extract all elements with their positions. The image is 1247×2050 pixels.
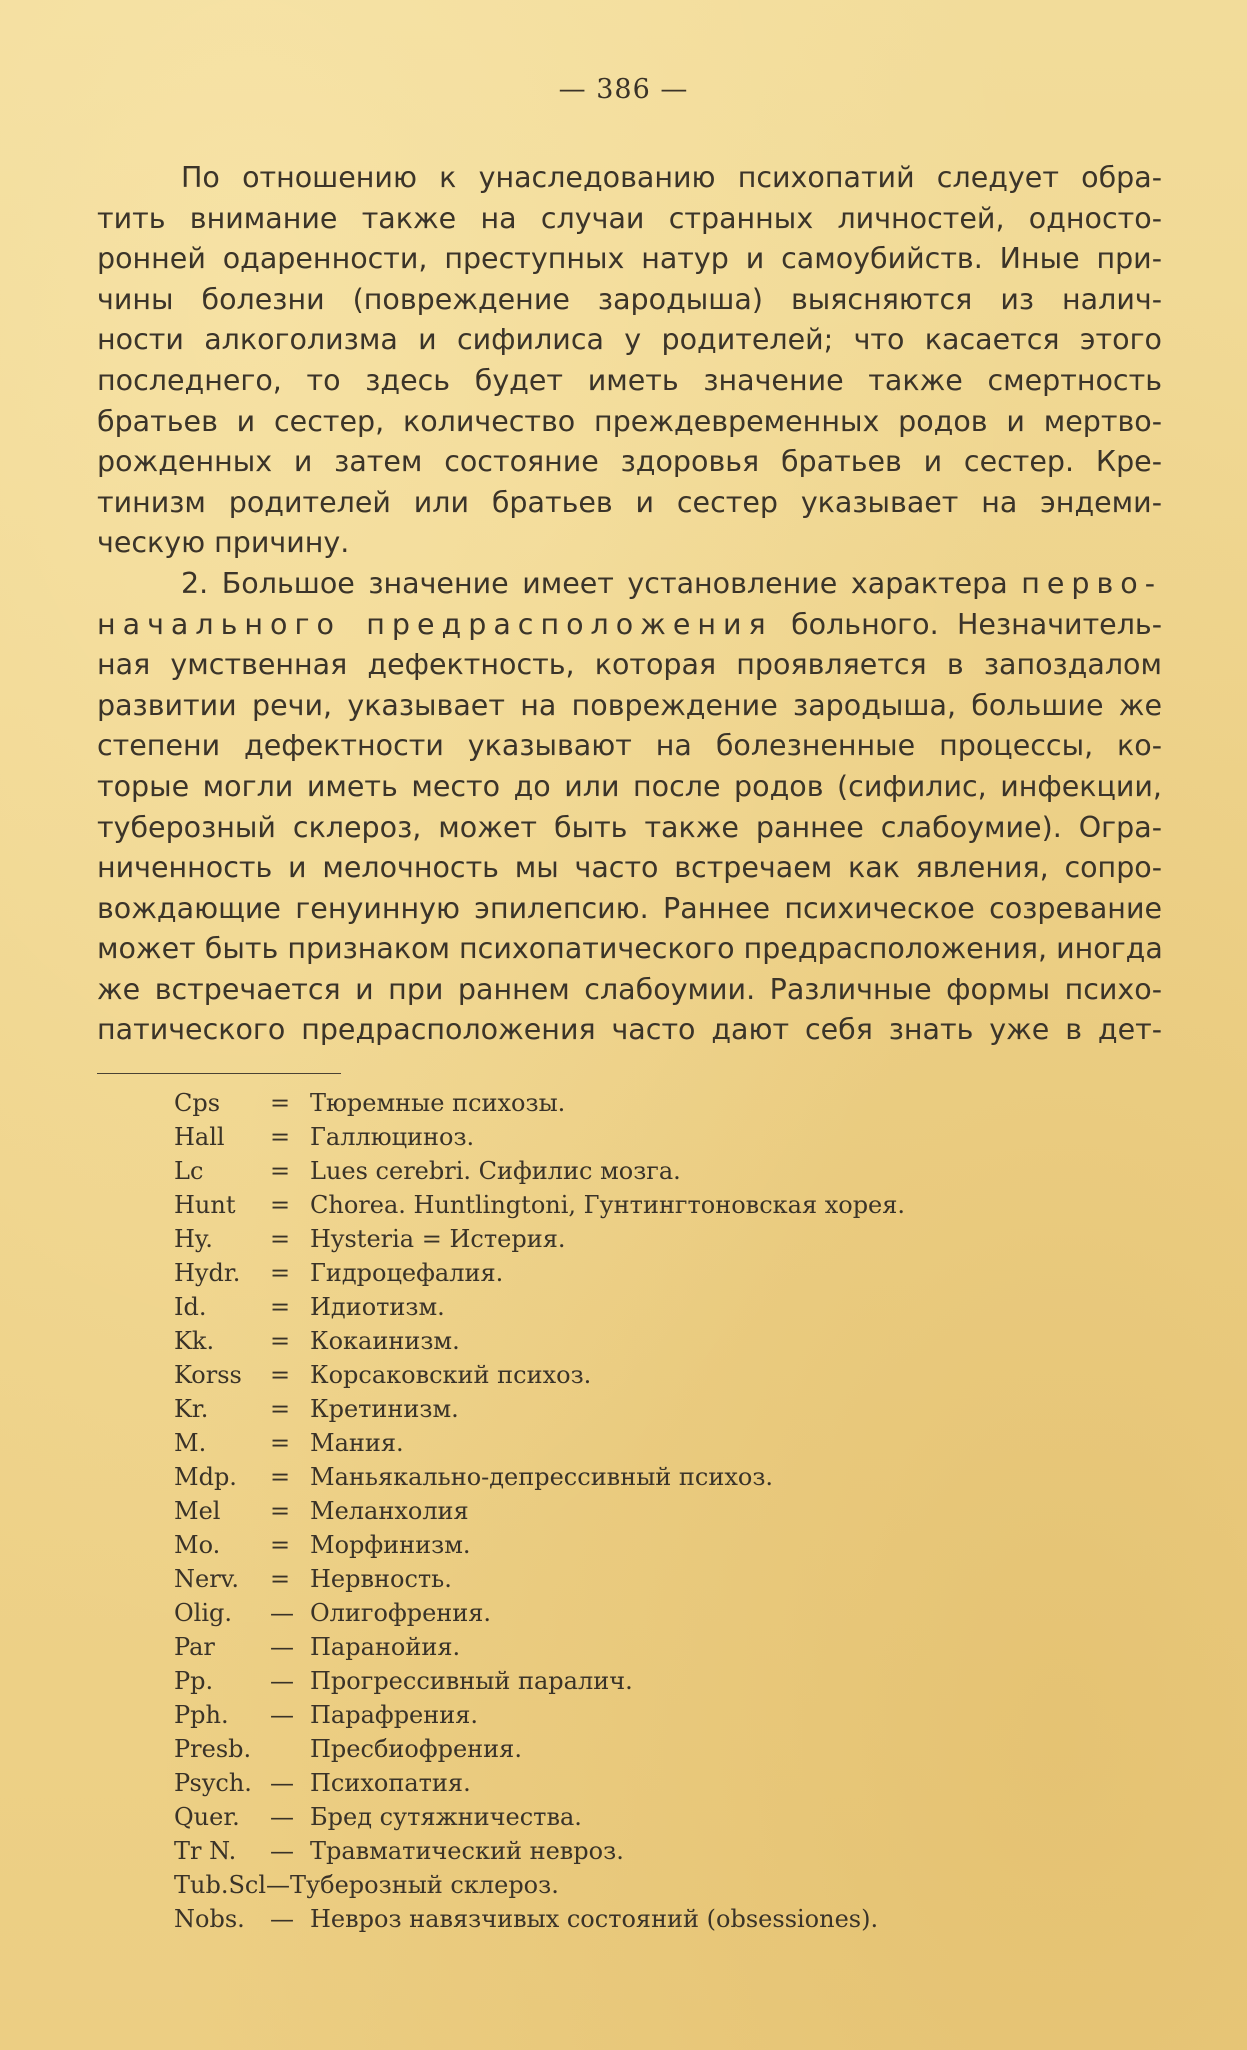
text-line: же встречается и при раннем слабоумии. Различные формы психо- [97,972,1162,1006]
abbreviation-meaning: Туберозный склероз. [290,1871,559,1899]
abbreviation-meaning: Кретинизм. [310,1395,459,1423]
abbreviation-row [174,1766,1074,1800]
abbreviation-separator: = [270,1565,291,1593]
abbreviation-key: Psych. [174,1769,252,1797]
text-line: братьев и сестер, количество преждевременных родов и мертво- [97,404,1162,438]
abbreviation-row [174,1596,1074,1630]
abbreviation-key: Nerv. [174,1565,240,1593]
abbreviation-key: Mel [174,1497,221,1525]
text-segment: больного. Незначитель- [791,607,1163,641]
abbreviation-meaning: Морфинизм. [310,1531,471,1559]
abbreviation-meaning: Гидроцефалия. [310,1259,504,1287]
abbreviation-separator: = [270,1497,291,1525]
text-segment: 2. Большое значение имеет установление характера [181,566,1008,600]
abbreviation-meaning: Прогрессивный паралич. [310,1667,633,1695]
abbreviation-meaning: Галлюциноз. [310,1123,475,1151]
text-line: торые могли иметь место до или после родов (сифилис, инфекции, [97,769,1162,803]
text-line: вождающие генуинную эпилепсию. Раннее психическое созревание [97,891,1162,925]
abbreviation-meaning: Бред сутяжничества. [310,1803,582,1831]
text-line: ческую причину. [97,526,350,560]
abbreviation-separator: = [270,1259,291,1287]
abbreviation-separator: — [270,1905,294,1933]
text-line: ная умственная дефектность, которая проявляется в запоздалом [97,648,1162,682]
abbreviation-separator: = [270,1191,291,1219]
abbreviation-key: Hall [174,1123,225,1151]
abbreviation-key: Pp. [174,1667,214,1695]
text-line: ронней одаренности, преступных натур и самоубийств. Иные при- [97,242,1162,276]
abbreviation-separator: — [270,1837,294,1865]
abbreviation-separator: = [270,1429,291,1457]
abbreviation-row [174,1732,1074,1766]
abbreviation-meaning: Корсаковский психоз. [310,1361,592,1389]
abbreviation-separator: — [270,1769,294,1797]
abbreviation-key: Hydr. [174,1259,241,1287]
emphasized-term: начального предрасположения [97,607,773,641]
abbreviation-row [174,1902,1074,1936]
text-line: чины болезни (повреждение зародыша) выясняются из налич- [97,282,1162,316]
abbreviation-key: Quer. [174,1803,240,1831]
abbreviation-key: Olig. [174,1599,233,1627]
abbreviation-row [174,1562,1074,1596]
abbreviation-separator: = [270,1157,291,1185]
abbreviation-row [174,1392,1074,1426]
text-line: патического предрасположения часто дают себя знать уже в дет- [97,1013,1162,1047]
abbreviation-row [174,1460,1074,1494]
abbreviation-row [174,1528,1074,1562]
abbreviation-meaning: Идиотизм. [310,1293,445,1321]
abbreviation-row [174,1358,1074,1392]
abbreviation-meaning: Hysteria = Истерия. [310,1225,566,1253]
abbreviation-meaning: Олигофрения. [310,1599,492,1627]
abbreviation-row [174,1120,1074,1154]
abbreviation-key: M. [174,1429,207,1457]
text-line [97,605,1162,646]
abbreviation-key: Mo. [174,1531,221,1559]
abbreviation-key: Kr. [174,1395,209,1423]
text-line: степени дефектности указывают на болезненные процессы, ко- [97,729,1162,763]
abbreviation-key: Nobs. [174,1905,245,1933]
abbreviation-separator: = [270,1361,291,1389]
abbreviation-row [174,1698,1074,1732]
text-line: рожденных и затем состояние здоровья братьев и сестер. Кре- [97,445,1162,479]
abbreviation-separator: = [270,1531,291,1559]
abbreviation-key: Id. [174,1293,207,1321]
abbreviation-row [174,1630,1074,1664]
abbreviation-meaning: Chorea. Huntlingtoni, Гунтингтоновская хорея. [310,1191,906,1219]
main-text [97,158,1162,1051]
abbreviation-meaning: Кокаинизм. [310,1327,460,1355]
abbreviation-separator: = [270,1327,291,1355]
abbreviation-key: Kk. [174,1327,215,1355]
abbreviation-row [174,1664,1074,1698]
abbreviation-row [174,1324,1074,1358]
abbreviation-meaning: Травматический невроз. [310,1837,624,1865]
abbreviation-row [174,1290,1074,1324]
abbreviation-separator: = [270,1395,291,1423]
abbreviation-row [174,1426,1074,1460]
abbreviation-meaning: Парафрения. [310,1701,479,1729]
text-line: тинизм родителей или братьев и сестер указывает на эндеми- [97,485,1162,519]
abbreviation-meaning: Паранойия. [310,1633,461,1661]
abbreviation-separator: = [270,1225,291,1253]
abbreviation-row [174,1834,1074,1868]
abbreviation-meaning: Меланхолия [310,1497,469,1525]
abbreviation-separator: — [266,1871,291,1899]
abbreviation-key: Lc [174,1157,204,1185]
abbreviation-meaning: Нервность. [310,1565,452,1593]
abbreviation-list [174,1086,1074,1936]
text-line: По отношению к унаследованию психопатий следует обра- [181,161,1162,194]
abbreviation-meaning: Тюремные психозы. [310,1089,566,1117]
abbreviation-row [174,1800,1074,1834]
abbreviation-key: Par [174,1633,215,1661]
abbreviation-separator: — [270,1599,294,1627]
abbreviation-row [174,1494,1074,1528]
abbreviation-key: Presb. [174,1735,252,1763]
text-line: туберозный склероз, может быть также раннее слабоумие). Огра- [97,810,1162,844]
abbreviation-separator: = [270,1089,291,1117]
abbreviation-separator: — [270,1667,294,1695]
abbreviation-key: Tub.Scl [174,1871,267,1899]
abbreviation-meaning: Невроз навязчивых состояний (obsessiones). [310,1905,879,1933]
text-line: развитии речи, указывает на повреждение зародыша, большие же [97,688,1162,722]
abbreviation-key: Pph. [174,1701,229,1729]
abbreviation-key: Tr N. [174,1837,237,1865]
text-line [97,564,1162,605]
page-number: — 386 — [558,74,689,105]
emphasized-term: перво- [1021,566,1162,600]
abbreviation-meaning: Lues cerebri. Сифилис мозга. [310,1157,681,1185]
abbreviation-meaning: Психопатия. [310,1769,471,1797]
abbreviation-meaning: Маньякально-депрессивный психоз. [310,1463,774,1491]
text-line: ниченность и мелочность мы часто встречаем как явления, сопро- [97,851,1162,885]
abbreviation-key: Mdp. [174,1463,237,1491]
abbreviation-row [174,1222,1074,1256]
abbreviation-separator: = [270,1123,291,1151]
abbreviation-separator: = [270,1463,291,1491]
abbreviation-separator: — [270,1701,294,1729]
abbreviation-meaning: Мания. [310,1429,404,1457]
footnote-divider [97,1073,341,1074]
abbreviation-row [174,1868,1074,1902]
abbreviation-row [174,1154,1074,1188]
abbreviation-key: Hy. [174,1225,213,1253]
abbreviation-key: Cps [174,1089,221,1117]
text-line: тить внимание также на случаи странных личностей, односто- [97,201,1162,235]
abbreviation-row [174,1086,1074,1120]
abbreviation-row [174,1256,1074,1290]
abbreviation-meaning: Пресбиофрения. [310,1735,522,1763]
abbreviation-key: Korss [174,1361,242,1389]
abbreviation-row [174,1188,1074,1222]
text-line: может быть признаком психопатического предрасположения, иногда [97,932,1163,966]
abbreviation-separator: = [270,1293,291,1321]
text-line: ности алкоголизма и сифилиса у родителей; что касается этого [97,323,1162,357]
abbreviation-separator: — [270,1633,294,1661]
abbreviation-key: Hunt [174,1191,236,1219]
abbreviation-separator: — [270,1803,294,1831]
text-line: последнего, то здесь будет иметь значение также смертность [97,363,1162,397]
